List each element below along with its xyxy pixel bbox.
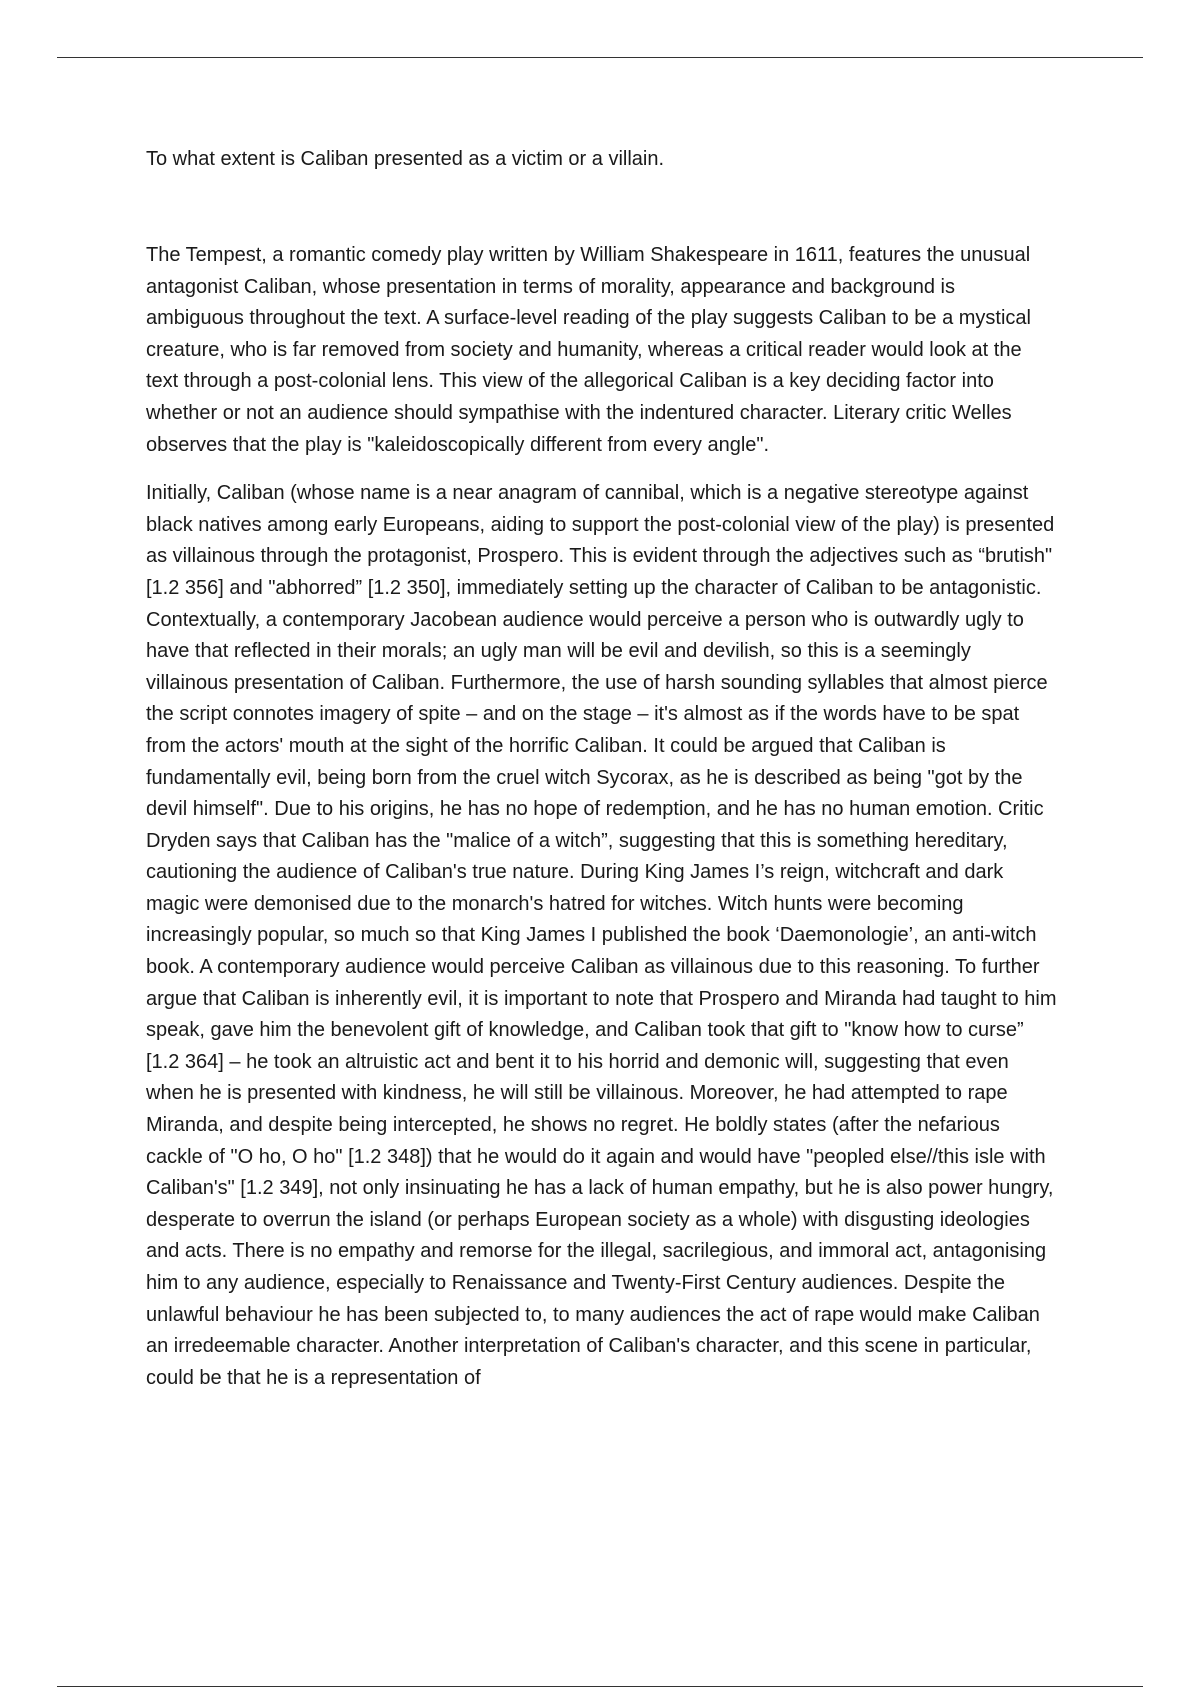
- header-rule: [57, 57, 1143, 58]
- document-body: [146, 143, 1058, 1411]
- footer-rule: [57, 1686, 1143, 1687]
- paragraph-introduction: The Tempest, a romantic comedy play written by William Shakespeare in 1611, features the unusual antagonist Caliban, whose presentation in terms of morality, appearance and background is ambiguous throughout the text. A surface-level reading of the play suggests Caliban to be a mystical creature, who is far removed from society and humanity, whereas a critical reader would look at the text through a post-colonial lens. This view of the allegorical Caliban is a key deciding factor into whether or not an audience should sympathise with the indentured character. Literary critic Welles observes that the play is "kaleidoscopically different from every angle".: [146, 244, 1031, 456]
- essay-title: To what extent is Caliban presented as a victim or a villain.: [146, 148, 665, 170]
- paragraph-villain-argument: Initially, Caliban (whose name is a near anagram of cannibal, which is a negative stereotype against black natives among early Europeans, aiding to support the post-colonial view of the play) is presented as villainous through the protagonist, Prospero. This is evident through the adjectives such as “brutish" [1.2 356] and "abhorred” [1.2 350], immediately setting up the character of Caliban to be antagonistic. Contextually, a contemporary Jacobean audience would perceive a person who is outwardly ugly to have that reflected in their morals; an ugly man will be evil and devilish, so this is a seemingly villainous presentation of Caliban. Furthermore, the use of harsh sounding syllables that almost pierce the script connotes imagery of spite – and on the stage – it's almost as if the words have to be spat from the actors' mouth at the sight of the horrific Caliban. It could be argued that Caliban is fundamentally evil, being born from the cruel witch Sycorax, as he is described as being "got by the devil himself". Due to his origins, he has no hope of redemption, and he has no human emotion. Critic Dryden says that Caliban has the "malice of a witch”, suggesting that this is something hereditary, cautioning the audience of Caliban's true nature. During King James I’s reign, witchcraft and dark magic were demonised due to the monarch's hatred for witches. Witch hunts were becoming increasingly popular, so much so that King James I published the book ‘Daemonologie’, an anti-witch book. A contemporary audience would perceive Caliban as villainous due to this reasoning. To further argue that Caliban is inherently evil, it is important to note that Prospero and Miranda had taught to him speak, gave him the benevolent gift of knowledge, and Caliban took that gift to "know how to curse” [1.2 364] – he took an altruistic act and bent it to his horrid and demonic will, suggesting that even when he is presented with kindness, he will still be villainous. Moreover, he had attempted to rape Miranda, and despite being intercepted, he shows no regret. He boldly states (after the nefarious cackle of "O ho, O ho" [1.2 348]) that he would do it again and would have "peopled else//this isle with Caliban's" [1.2 349], not only insinuating he has a lack of human empathy, but he is also power hungry, desperate to overrun the island (or perhaps European society as a whole) with disgusting ideologies and acts. There is no empathy and remorse for the illegal, sacrilegious, and immoral act, antagonising him to any audience, especially to Renaissance and Twenty-First Century audiences. Despite the unlawful behaviour he has been subjected to, to many audiences the act of rape would make Caliban an irredeemable character. Another interpretation of Caliban's character, and this scene in particular, could be that he is a representation of: [146, 482, 1057, 1389]
